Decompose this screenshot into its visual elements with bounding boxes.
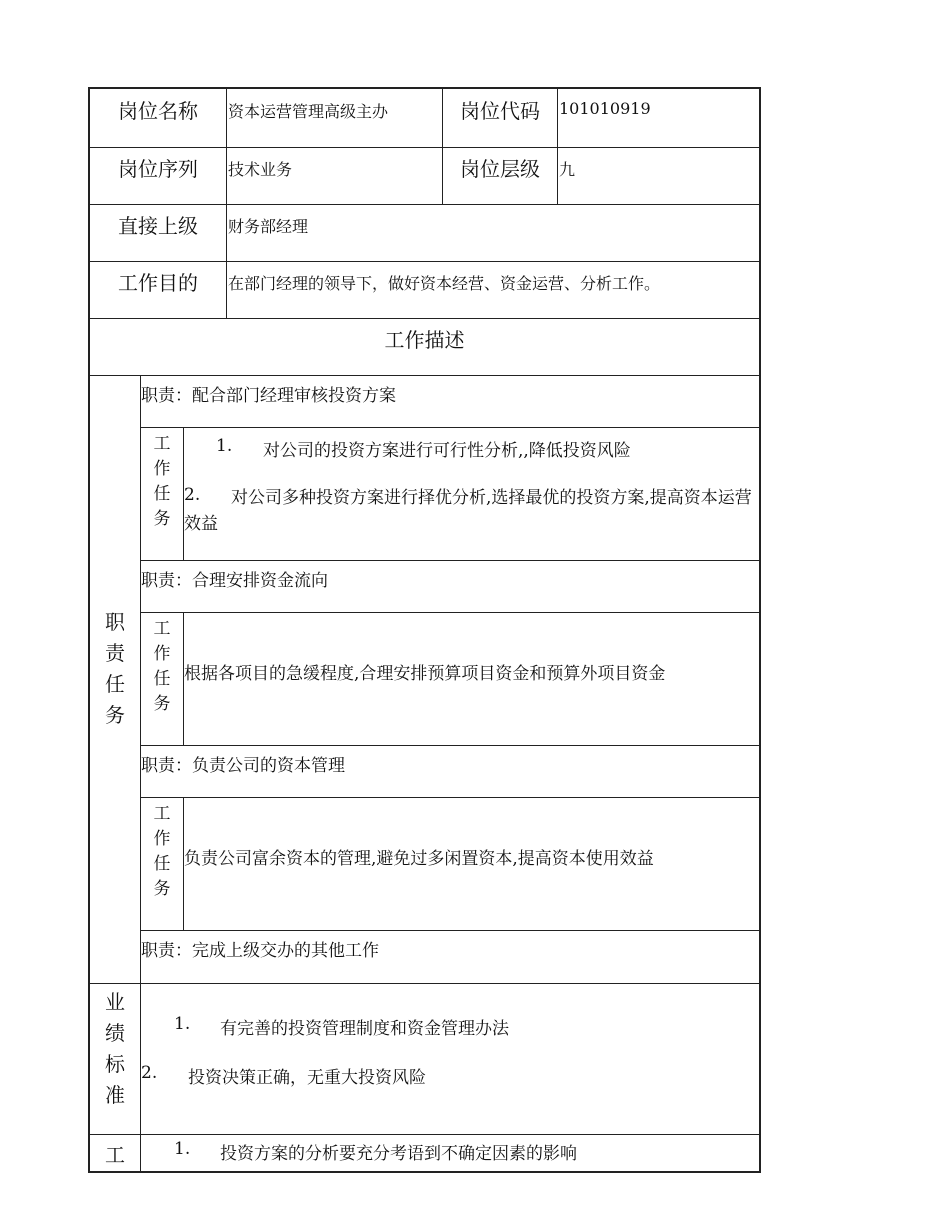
section-title: 工作描述 xyxy=(384,327,465,352)
task-number: 2. xyxy=(184,485,201,505)
task-label-char: 务 xyxy=(153,879,171,899)
task-number: 1. xyxy=(216,436,233,456)
performance-label-char: 业 xyxy=(105,990,125,1014)
performance-label xyxy=(91,987,139,1111)
performance-label-char: 准 xyxy=(105,1083,125,1107)
task-text: 根据各项目的急缓程度,合理安排预算项目资金和预算外项目资金 xyxy=(184,664,666,684)
duty-title: 职责：负责公司的资本管理 xyxy=(141,756,345,776)
duties-label xyxy=(91,607,139,731)
performance-text: 有完善的投资管理制度和资金管理办法 xyxy=(220,1019,509,1039)
task-label-char: 任 xyxy=(153,484,171,504)
task-label-char: 务 xyxy=(153,509,171,529)
superior-value: 财务部经理 xyxy=(228,217,309,236)
post-seq-value: 技术业务 xyxy=(228,160,293,179)
last-item-text: 投资方案的分析要充分考语到不确定因素的影响 xyxy=(220,1144,577,1164)
row-divider xyxy=(141,745,759,746)
row-divider xyxy=(90,375,759,376)
task-label xyxy=(141,617,183,717)
post-level-value: 九 xyxy=(559,160,576,179)
task-label xyxy=(141,802,183,902)
row-divider xyxy=(141,797,759,798)
row-divider xyxy=(141,612,759,613)
performance-text: 投资决策正确，无重大投资风险 xyxy=(188,1068,426,1088)
last-row-label-char: 工 xyxy=(105,1143,125,1167)
row-divider xyxy=(141,930,759,931)
task-label-char: 任 xyxy=(153,669,171,689)
task-label-char: 作 xyxy=(153,644,171,664)
duties-label-char: 任 xyxy=(105,672,125,696)
job-description-table xyxy=(88,87,761,1173)
post-name-label: 岗位名称 xyxy=(118,98,198,123)
purpose-label: 工作目的 xyxy=(118,270,198,295)
task-label-char: 工 xyxy=(153,619,171,639)
performance-number: 1. xyxy=(174,1014,191,1034)
post-seq-label: 岗位序列 xyxy=(118,156,198,181)
last-row-label xyxy=(91,1140,139,1171)
performance-number: 2. xyxy=(141,1063,158,1083)
task-text: 负责公司富余资本的管理,避免过多闲置资本,提高资本使用效益 xyxy=(184,849,654,869)
task-label-char: 作 xyxy=(153,459,171,479)
task-text: 对公司多种投资方案进行择优分析,选择最优的投资方案,提高资本运营效益 xyxy=(184,488,752,534)
duties-label-char: 责 xyxy=(105,641,125,665)
duties-label-char: 务 xyxy=(105,703,125,727)
task-label-char: 务 xyxy=(153,694,171,714)
duties-label-char: 职 xyxy=(105,610,125,634)
post-level-label: 岗位层级 xyxy=(460,156,540,181)
superior-label: 直接上级 xyxy=(118,213,198,238)
row-divider xyxy=(141,560,759,561)
task-text: 对公司的投资方案进行可行性分析,,降低投资风险 xyxy=(263,441,631,461)
duty-title: 职责：合理安排资金流向 xyxy=(141,571,328,591)
row-divider xyxy=(90,1134,759,1135)
post-code-label: 岗位代码 xyxy=(460,98,540,123)
row-divider xyxy=(90,1171,759,1173)
duty-title: 职责：完成上级交办的其他工作 xyxy=(141,941,379,961)
row-divider xyxy=(141,427,759,428)
last-item-number: 1. xyxy=(174,1139,191,1159)
task-label-char: 工 xyxy=(153,804,171,824)
task-label-char: 工 xyxy=(153,434,171,454)
performance-label-char: 标 xyxy=(105,1052,125,1076)
purpose-value: 在部门经理的领导下，做好资本经营、资金运营、分析工作。 xyxy=(228,274,661,293)
row-divider xyxy=(90,983,759,984)
task-label-char: 任 xyxy=(153,854,171,874)
duty-title: 职责：配合部门经理审核投资方案 xyxy=(141,386,396,406)
task-label-char: 作 xyxy=(153,829,171,849)
post-name-value: 资本运营管理高级主办 xyxy=(228,102,389,121)
post-code-value: 101010919 xyxy=(559,99,651,118)
performance-label-char: 绩 xyxy=(105,1021,125,1045)
task-label xyxy=(141,432,183,532)
